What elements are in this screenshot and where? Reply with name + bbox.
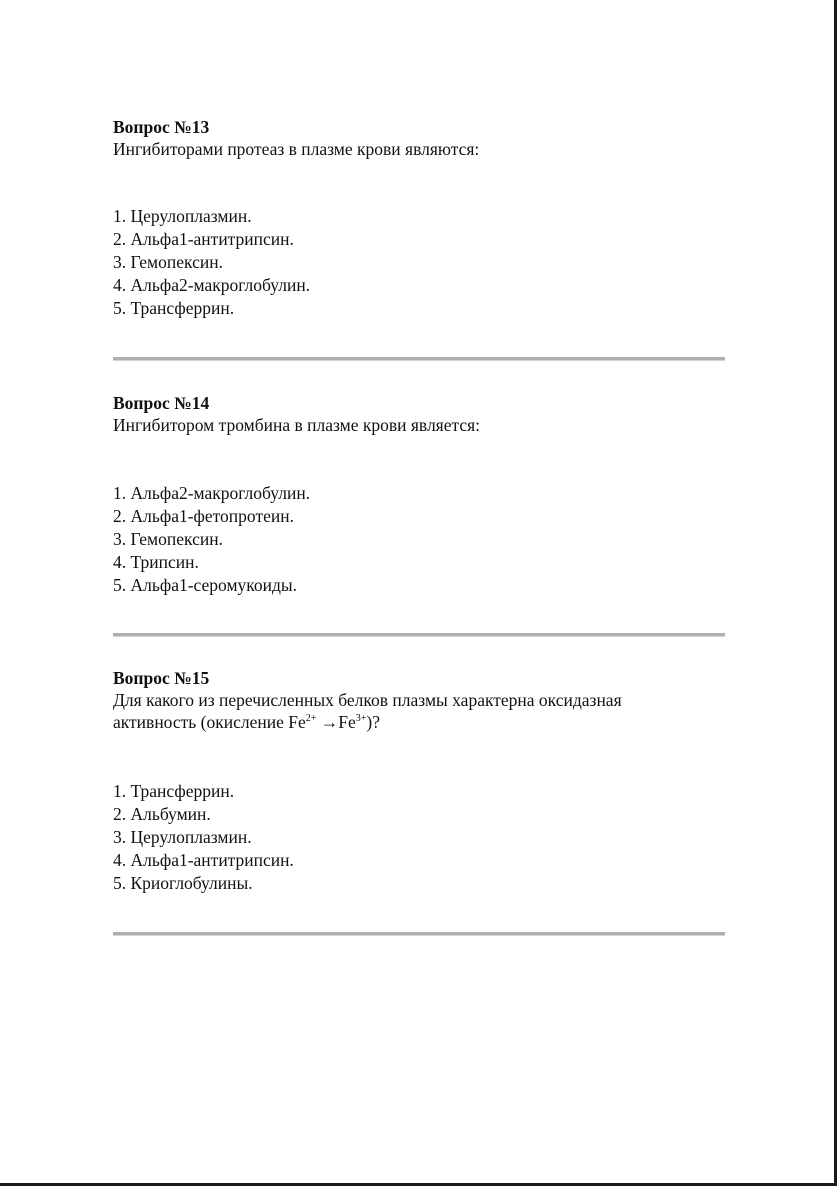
answer-option: 4. Трипсин. xyxy=(113,552,199,572)
answer-option: 1. Альфа2-макроглобулин. xyxy=(113,483,311,503)
question-title: Вопрос №15 xyxy=(113,668,210,688)
question-text-part: )? xyxy=(366,712,380,732)
question-text xyxy=(113,689,725,733)
answer-option: 2. Альфа1-антитрипсин. xyxy=(113,229,294,249)
answer-option: 1. Церулоплазмин. xyxy=(113,206,252,226)
answer-option: 1. Трансферрин. xyxy=(113,781,235,801)
divider xyxy=(113,357,725,361)
question-title: Вопрос №13 xyxy=(113,117,210,137)
divider xyxy=(113,932,725,936)
answer-option: 3. Гемопексин. xyxy=(113,252,223,272)
question-text-line: Для какого из перечисленных белков плазмы характерна оксидазная xyxy=(113,690,622,710)
question-13 xyxy=(113,116,725,318)
answer-options xyxy=(113,482,310,597)
question-text-part: →Fe xyxy=(316,712,356,732)
question-text: Ингибиторами протеаз в плазме крови являются: xyxy=(113,139,480,159)
question-14 xyxy=(113,392,725,595)
answer-option: 5. Трансферрин. xyxy=(113,298,235,318)
divider xyxy=(113,633,725,637)
question-15 xyxy=(113,667,725,893)
question-text: Ингибитором тромбина в плазме крови является: xyxy=(113,415,481,435)
answer-options xyxy=(113,780,294,895)
superscript: 2+ xyxy=(305,713,317,724)
answer-option: 5. Криоглобулины. xyxy=(113,873,253,893)
question-text-part: активность (окисление Fe xyxy=(113,712,306,732)
answer-option: 3. Гемопексин. xyxy=(113,529,223,549)
answer-option: 4. Альфа2-макроглобулин. xyxy=(113,275,311,295)
answer-option: 3. Церулоплазмин. xyxy=(113,827,252,847)
answer-option: 2. Альбумин. xyxy=(113,804,211,824)
answer-option: 2. Альфа1-фетопротеин. xyxy=(113,506,294,526)
answer-options xyxy=(113,205,310,320)
question-title: Вопрос №14 xyxy=(113,393,210,413)
answer-option: 4. Альфа1-антитрипсин. xyxy=(113,850,294,870)
answer-option: 5. Альфа1-серомукоиды. xyxy=(113,575,298,595)
superscript: 3+ xyxy=(355,713,367,724)
